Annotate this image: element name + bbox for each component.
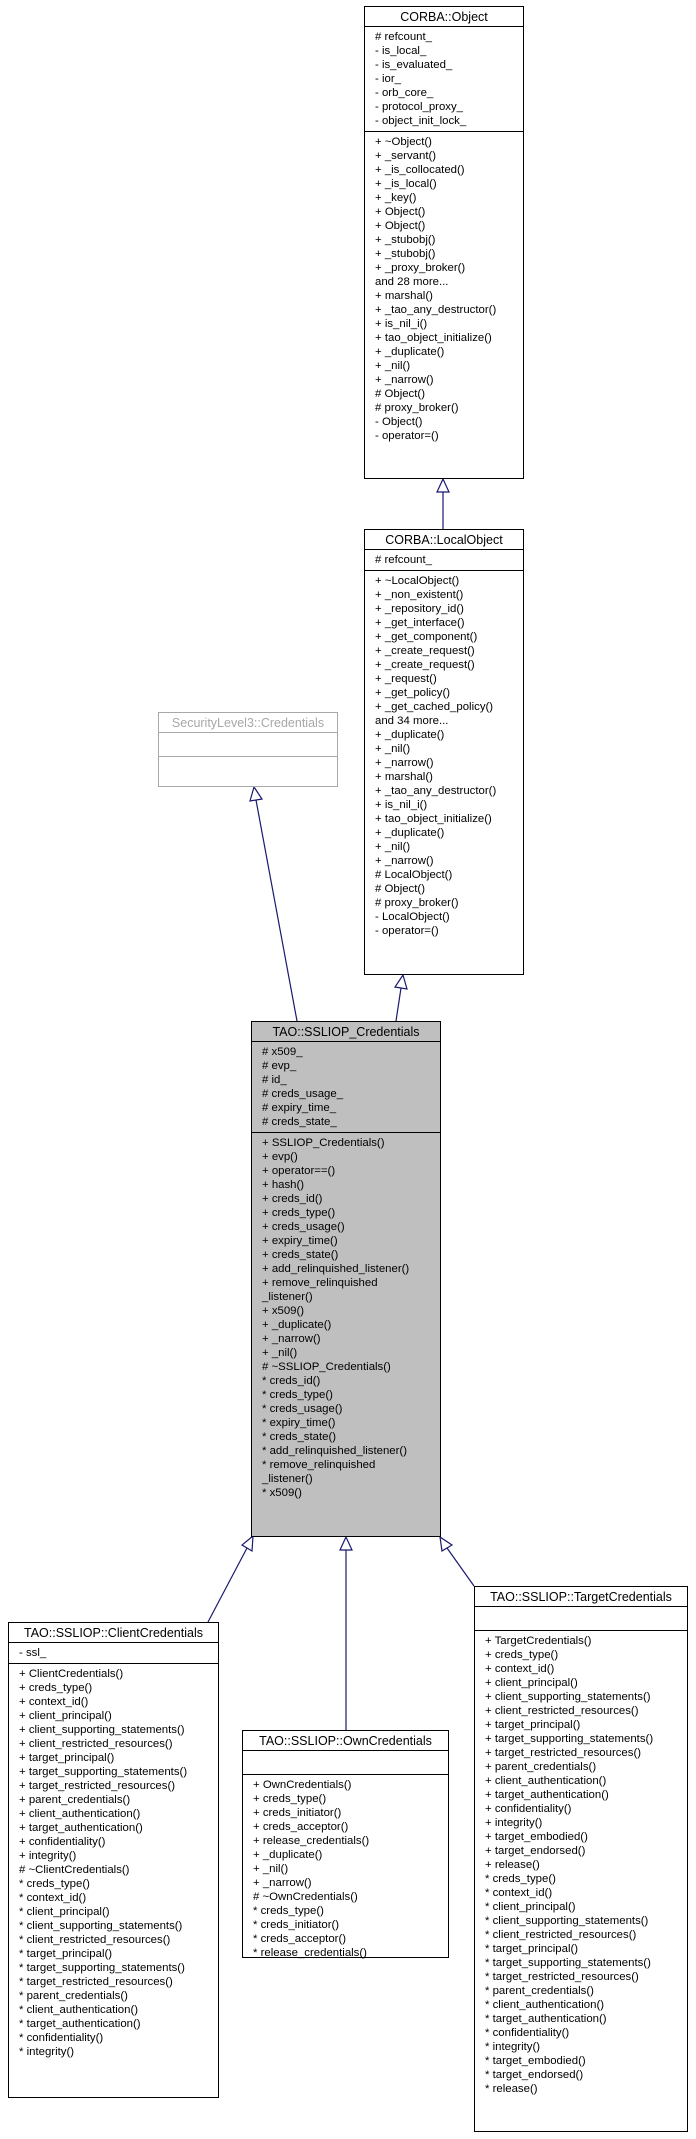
method-item: + _nil(): [375, 360, 411, 372]
method-item: + _nil(): [375, 841, 411, 853]
method-item: + SSLIOP_Credentials(): [262, 1137, 385, 1149]
method-item: # LocalObject(): [375, 869, 453, 881]
method-item: + _nil(): [262, 1347, 298, 1359]
attribute-item: # expiry_time_: [262, 1102, 337, 1114]
method-item: + target_principal(): [485, 1719, 581, 1731]
methods-section: [9, 1664, 218, 2062]
class-title[interactable]: CORBA::Object: [365, 7, 523, 27]
method-item: * target_restricted_resources(): [19, 1976, 173, 1988]
method-item: + remove_relinquished _listener(): [262, 1277, 378, 1303]
method-item: * integrity(): [485, 2041, 541, 2053]
method-item: * client_restricted_resources(): [19, 1934, 171, 1946]
method-item: * creds_type(): [253, 1905, 324, 1917]
class-security-level3-credentials[interactable]: [158, 712, 338, 787]
method-item: + creds_initiator(): [253, 1807, 342, 1819]
method-item: + ~LocalObject(): [375, 575, 460, 587]
method-item: * client_principal(): [19, 1906, 110, 1918]
method-item: - Object(): [375, 416, 423, 428]
method-item: + _is_collocated(): [375, 164, 465, 176]
method-item: * target_restricted_resources(): [485, 1971, 639, 1983]
edge-arrowhead: [395, 975, 407, 989]
method-item: + _stubobj(): [375, 234, 436, 246]
method-item: * target_principal(): [485, 1943, 579, 1955]
method-item: + _servant(): [375, 150, 437, 162]
method-item: + creds_type(): [262, 1207, 336, 1219]
method-item: * client_authentication(): [485, 1999, 605, 2011]
method-item: + marshal(): [375, 771, 433, 783]
method-item: # ~SSLIOP_Credentials(): [262, 1361, 391, 1373]
attributes-section: [365, 27, 523, 132]
method-item: and 28 more...: [375, 276, 449, 288]
method-item: * client_authentication(): [19, 2004, 139, 2016]
method-item: * target_supporting_statements(): [485, 1957, 651, 1969]
method-item: + tao_object_initialize(): [375, 332, 492, 344]
method-item: + _request(): [375, 673, 437, 685]
method-item: + client_supporting_statements(): [485, 1691, 651, 1703]
attribute-item: # evp_: [262, 1060, 297, 1072]
method-item: * creds_type(): [19, 1878, 90, 1890]
method-item: * creds_type(): [485, 1873, 556, 1885]
method-item: * creds_type(): [262, 1389, 333, 1401]
method-item: * confidentiality(): [19, 2032, 104, 2044]
method-item: + client_authentication(): [485, 1775, 607, 1787]
method-item: + _get_cached_policy(): [375, 701, 494, 713]
method-item: + x509(): [262, 1305, 305, 1317]
method-item: - operator=(): [375, 925, 439, 937]
method-item: + target_restricted_resources(): [485, 1747, 642, 1759]
attributes-section: [475, 1607, 687, 1631]
method-item: * parent_credentials(): [485, 1985, 594, 1997]
method-item: + expiry_time(): [262, 1235, 338, 1247]
attributes-section: [243, 1751, 448, 1775]
method-item: + release(): [485, 1859, 540, 1871]
method-item: + release_credentials(): [253, 1835, 370, 1847]
method-item: * client_principal(): [485, 1901, 576, 1913]
attribute-item: - protocol_proxy_: [375, 101, 464, 113]
method-item: + Object(): [375, 220, 426, 232]
method-item: * target_endorsed(): [485, 2069, 584, 2081]
class-title[interactable]: TAO::SSLIOP_Credentials: [252, 1022, 440, 1042]
method-item: + confidentiality(): [19, 1836, 106, 1848]
method-item: + target_endorsed(): [485, 1845, 586, 1857]
methods-section: [159, 757, 337, 781]
method-item: + OwnCredentials(): [253, 1779, 352, 1791]
method-item: + _tao_any_destructor(): [375, 304, 497, 316]
method-item: * creds_state(): [262, 1431, 337, 1443]
attribute-item: - object_init_lock_: [375, 115, 467, 127]
method-item: * target_principal(): [19, 1948, 113, 1960]
method-item: + target_authentication(): [485, 1789, 609, 1801]
method-item: + _nil(): [375, 743, 411, 755]
attribute-item: - is_evaluated_: [375, 59, 453, 71]
attribute-item: # id_: [262, 1074, 287, 1086]
method-item: + _key(): [375, 192, 417, 204]
attribute-item: # x509_: [262, 1046, 303, 1058]
method-item: + _duplicate(): [253, 1849, 323, 1861]
method-item: + tao_object_initialize(): [375, 813, 492, 825]
method-item: + _narrow(): [262, 1333, 321, 1345]
method-item: + add_relinquished_listener(): [262, 1263, 410, 1275]
method-item: and 34 more...: [375, 715, 449, 727]
method-item: + _narrow(): [375, 757, 434, 769]
attribute-item: - orb_core_: [375, 87, 434, 99]
edge-ssliop-to-localobject: [396, 988, 401, 1021]
attribute-item: - ior_: [375, 73, 401, 85]
method-item: * remove_relinquished _listener(): [262, 1459, 376, 1485]
method-item: + is_nil_i(): [375, 799, 428, 811]
class-title[interactable]: SecurityLevel3::Credentials: [159, 713, 337, 733]
methods-section: [243, 1775, 448, 1963]
method-item: + _create_request(): [375, 659, 475, 671]
methods-section: [475, 1631, 687, 2099]
method-item: * confidentiality(): [485, 2027, 570, 2039]
method-item: + client_supporting_statements(): [19, 1724, 185, 1736]
method-item: + operator==(): [262, 1165, 336, 1177]
method-item: + client_restricted_resources(): [485, 1705, 639, 1717]
edge-client-to-ssliop: [208, 1548, 247, 1622]
method-item: * target_embodied(): [485, 2055, 586, 2067]
method-item: + ClientCredentials(): [19, 1668, 124, 1680]
attribute-item: # creds_usage_: [262, 1088, 344, 1100]
method-item: + target_supporting_statements(): [485, 1733, 654, 1745]
method-item: + _duplicate(): [375, 827, 445, 839]
method-item: + _narrow(): [375, 374, 434, 386]
method-item: + _duplicate(): [375, 346, 445, 358]
method-item: + parent_credentials(): [485, 1761, 597, 1773]
class-title[interactable]: TAO::SSLIOP::ClientCredentials: [9, 1623, 218, 1643]
methods-section: [252, 1133, 440, 1503]
method-item: + _narrow(): [375, 855, 434, 867]
method-item: # proxy_broker(): [375, 897, 459, 909]
methods-section: [365, 571, 523, 941]
method-item: + target_principal(): [19, 1752, 115, 1764]
method-item: + is_nil_i(): [375, 318, 428, 330]
method-item: + creds_type(): [253, 1793, 327, 1805]
method-item: + marshal(): [375, 290, 433, 302]
method-item: + context_id(): [19, 1696, 89, 1708]
method-item: + _proxy_broker(): [375, 262, 466, 274]
method-item: + _repository_id(): [375, 603, 464, 615]
method-item: * creds_usage(): [262, 1403, 343, 1415]
method-item: * creds_id(): [262, 1375, 321, 1387]
method-item: + _is_local(): [375, 178, 437, 190]
attribute-item: # creds_state_: [262, 1116, 337, 1128]
method-item: * release(): [485, 2083, 538, 2095]
method-item: + client_principal(): [485, 1677, 578, 1689]
method-item: * x509(): [262, 1487, 302, 1499]
method-item: + creds_usage(): [262, 1221, 345, 1233]
method-item: * integrity(): [19, 2046, 75, 2058]
method-item: + client_restricted_resources(): [19, 1738, 173, 1750]
edge-arrowhead: [437, 479, 449, 492]
method-item: + _tao_any_destructor(): [375, 785, 497, 797]
method-item: + creds_acceptor(): [253, 1821, 349, 1833]
class-tao-ssliop-own-credentials[interactable]: [242, 1730, 449, 1958]
method-item: + target_restricted_resources(): [19, 1780, 176, 1792]
class-tao-ssliop-target-credentials[interactable]: [474, 1586, 688, 2132]
attributes-section: [159, 733, 337, 757]
methods-section: [365, 132, 523, 446]
class-title[interactable]: TAO::SSLIOP::OwnCredentials: [243, 1731, 448, 1751]
method-item: + confidentiality(): [485, 1803, 572, 1815]
attribute-item: - is_local_: [375, 45, 427, 57]
class-tao-ssliop-credentials[interactable]: [251, 1021, 441, 1537]
attributes-section: [252, 1042, 440, 1133]
edge-arrowhead: [340, 1537, 352, 1550]
method-item: + creds_type(): [485, 1649, 559, 1661]
method-item: + _duplicate(): [375, 729, 445, 741]
method-item: # Object(): [375, 388, 426, 400]
method-item: + parent_credentials(): [19, 1794, 131, 1806]
method-item: + target_embodied(): [485, 1831, 588, 1843]
edge-arrowhead: [242, 1536, 253, 1551]
method-item: * creds_initiator(): [253, 1919, 340, 1931]
class-title[interactable]: TAO::SSLIOP::TargetCredentials: [475, 1587, 687, 1607]
attributes-section: [9, 1643, 218, 1664]
method-item: * release_credentials(): [253, 1947, 367, 1959]
method-item: * client_supporting_statements(): [19, 1920, 183, 1932]
edge-target-to-ssliop: [447, 1548, 474, 1586]
method-item: + Object(): [375, 206, 426, 218]
method-item: + creds_state(): [262, 1249, 339, 1261]
attribute-item: - ssl_: [19, 1647, 47, 1659]
method-item: + _stubobj(): [375, 248, 436, 260]
method-item: # ~OwnCredentials(): [253, 1891, 358, 1903]
attributes-section: [365, 550, 523, 571]
method-item: + _narrow(): [253, 1877, 312, 1889]
class-title[interactable]: CORBA::LocalObject: [365, 530, 523, 550]
method-item: + evp(): [262, 1151, 298, 1163]
method-item: * target_authentication(): [19, 2018, 141, 2030]
method-item: * creds_acceptor(): [253, 1933, 347, 1945]
method-item: + _get_component(): [375, 631, 478, 643]
method-item: * client_restricted_resources(): [485, 1929, 637, 1941]
method-item: * target_supporting_statements(): [19, 1962, 185, 1974]
method-item: + _nil(): [253, 1863, 289, 1875]
method-item: + integrity(): [485, 1817, 543, 1829]
method-item: * expiry_time(): [262, 1417, 336, 1429]
attribute-item: # refcount_: [375, 31, 432, 43]
method-item: + _get_policy(): [375, 687, 451, 699]
method-item: + client_authentication(): [19, 1808, 141, 1820]
method-item: - LocalObject(): [375, 911, 450, 923]
method-item: * client_supporting_statements(): [485, 1915, 649, 1927]
edge-ssliop-to-security-credentials: [256, 800, 297, 1021]
class-corba-local-object[interactable]: [364, 529, 524, 975]
method-item: * parent_credentials(): [19, 1990, 128, 2002]
method-item: + creds_type(): [19, 1682, 93, 1694]
method-item: * context_id(): [19, 1892, 87, 1904]
method-item: + context_id(): [485, 1663, 555, 1675]
method-item: - operator=(): [375, 430, 439, 442]
method-item: # Object(): [375, 883, 426, 895]
method-item: * target_authentication(): [485, 2013, 607, 2025]
method-item: + creds_id(): [262, 1193, 323, 1205]
method-item: + hash(): [262, 1179, 305, 1191]
method-item: + client_principal(): [19, 1710, 112, 1722]
method-item: + target_authentication(): [19, 1822, 143, 1834]
method-item: # proxy_broker(): [375, 402, 459, 414]
method-item: + _non_existent(): [375, 589, 464, 601]
method-item: + _get_interface(): [375, 617, 465, 629]
class-tao-ssliop-client-credentials[interactable]: [8, 1622, 219, 2098]
class-corba-object[interactable]: [364, 6, 524, 479]
method-item: + integrity(): [19, 1850, 77, 1862]
method-item: # ~ClientCredentials(): [19, 1864, 130, 1876]
method-item: * add_relinquished_listener(): [262, 1445, 408, 1457]
method-item: + TargetCredentials(): [485, 1635, 592, 1647]
method-item: + ~Object(): [375, 136, 432, 148]
attribute-item: # refcount_: [375, 554, 432, 566]
edge-arrowhead: [250, 787, 262, 801]
method-item: * context_id(): [485, 1887, 553, 1899]
edge-arrowhead: [440, 1537, 452, 1551]
method-item: + _create_request(): [375, 645, 475, 657]
method-item: + _duplicate(): [262, 1319, 332, 1331]
method-item: + target_supporting_statements(): [19, 1766, 188, 1778]
